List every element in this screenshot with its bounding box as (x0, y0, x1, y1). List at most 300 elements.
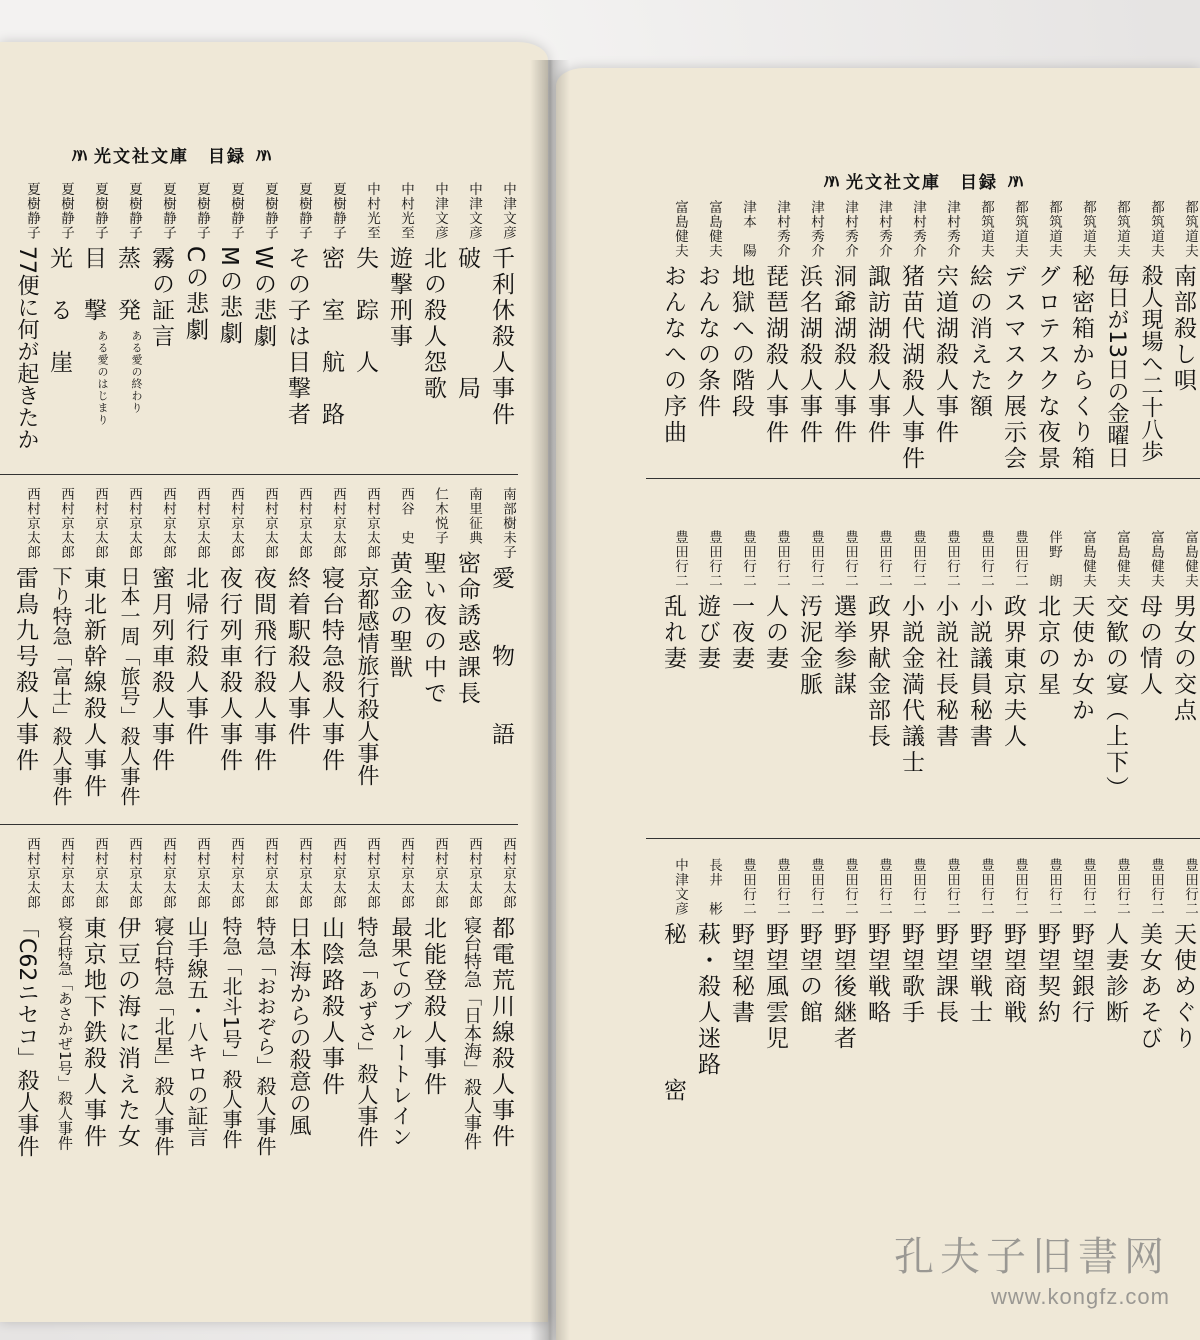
entry-author: 豊田行二 (672, 530, 688, 588)
entry-title: 猪苗代湖殺人事件 (898, 264, 924, 472)
catalog-entry (792, 858, 826, 1183)
catalog-entry (1098, 530, 1132, 850)
entry-title: 萩・殺人迷路 (694, 922, 720, 1078)
entry-title: 小説社長秘書 (932, 594, 958, 750)
entry-title: 特急「北斗1号」殺人事件 (219, 915, 243, 1149)
entry-title: 終着駅殺人事件 (284, 565, 310, 748)
entry-author: 都筑道夫 (1080, 200, 1096, 258)
catalog-entry (962, 858, 996, 1183)
entry-title: 北の殺人怨歌 (420, 246, 446, 402)
catalog-entry (280, 182, 314, 467)
entry-title: その子は目撃者 (284, 246, 310, 428)
entry-title: 東京地下鉄殺人事件 (80, 915, 106, 1150)
entry-author: 富島健夫 (1148, 530, 1164, 588)
catalog-entry (1132, 200, 1166, 480)
catalog-entry (758, 200, 792, 480)
entry-author: 夏樹静子 (58, 182, 74, 240)
entry-title: 密 室 航 路 (318, 246, 344, 428)
entry-author: 夏樹静子 (92, 182, 108, 240)
entry-author: 豊田行二 (1012, 530, 1028, 588)
entry-title: 野望銀行 (1068, 922, 1094, 1026)
catalog-entry (416, 837, 450, 1157)
entry-author: 長井 彬 (706, 858, 722, 916)
entry-author: 中村光至 (398, 182, 414, 240)
entry-author: 都筑道夫 (978, 200, 994, 258)
entry-title: 寝台特急「あさかぜ1号」殺人事件 (56, 915, 74, 1151)
entry-title: 遊び妻 (694, 594, 720, 672)
entry-author: 中津文彦 (672, 858, 688, 916)
entry-author: 富島健夫 (1114, 530, 1130, 588)
catalog-entry (792, 530, 826, 850)
catalog-entry (8, 487, 42, 817)
entry-author: 夏樹静子 (228, 182, 244, 240)
entry-author: 豊田行二 (1012, 858, 1028, 916)
catalog-entry (724, 858, 758, 1183)
ornament-icon: ﾊﾊ (256, 146, 268, 167)
entry-author: 豊田行二 (842, 858, 858, 916)
catalog-entry (484, 487, 518, 817)
divider (0, 824, 518, 825)
entry-title: 野望戦略 (864, 922, 890, 1026)
entry-title: 77便に何が起きたか (14, 246, 39, 450)
catalog-entry (860, 200, 894, 480)
entry-title: 野望契約 (1034, 922, 1060, 1026)
entry-author: 西村京太郎 (92, 837, 108, 910)
entry-title: 失 踪 人 (352, 246, 378, 376)
entry-author: 中津文彦 (432, 182, 448, 240)
catalog-entry (1132, 858, 1166, 1183)
book-gutter (530, 60, 570, 1340)
entry-author: 津本 陽 (740, 200, 756, 258)
entry-title: 選挙参謀 (830, 594, 856, 698)
entry-author: 豊田行二 (876, 858, 892, 916)
entry-title: 絵の消えた額 (966, 264, 992, 420)
entry-author: 夏樹静子 (262, 182, 278, 240)
catalog-entry (1132, 530, 1166, 850)
catalog-entry (1064, 200, 1098, 480)
catalog-entry (996, 200, 1030, 480)
catalog-entry (348, 487, 382, 817)
catalog-entry (246, 182, 280, 467)
entry-title: 野望後継者 (830, 922, 856, 1052)
catalog-entry (42, 182, 76, 467)
entry-title: 雷鳥九号殺人事件 (12, 565, 38, 774)
catalog-entry (484, 182, 518, 467)
entry-title: 遊撃刑事 (386, 246, 412, 350)
catalog-entry (42, 837, 76, 1157)
entry-title: 聖い夜の中で (420, 551, 446, 707)
entry-author: 西村京太郎 (24, 487, 40, 560)
entry-title: 交歓の宴（上下） (1102, 594, 1128, 802)
catalog-entry (690, 530, 724, 850)
entry-author: 富島健夫 (672, 200, 688, 258)
entry-title: 最果てのブルートレイン (389, 915, 413, 1147)
entry-author: 西村京太郎 (296, 487, 312, 560)
catalog-entry (144, 837, 178, 1157)
entry-author: 都筑道夫 (1114, 200, 1130, 258)
right-middle-band (640, 530, 1200, 850)
entry-title: 千利休殺人事件 (488, 246, 514, 428)
catalog-entry (76, 487, 110, 817)
entry-author: 豊田行二 (740, 858, 756, 916)
entry-title: 野望歌手 (898, 922, 924, 1026)
catalog-entry (314, 487, 348, 817)
entry-title: 母の情人 (1136, 594, 1162, 698)
entry-author: 伴野 朗 (1046, 530, 1062, 588)
catalog-entry (1030, 200, 1064, 480)
entry-title: 北能登殺人事件 (420, 915, 446, 1098)
entry-title: 下り特急「富士」殺人事件 (49, 565, 73, 806)
divider (646, 838, 1200, 839)
entry-author: 夏樹静子 (126, 182, 142, 240)
entry-title: おんなへの序曲 (660, 264, 686, 446)
entry-title: 寝台特急殺人事件 (318, 565, 344, 774)
entry-author: 豊田行二 (978, 858, 994, 916)
entry-title: 政界東京夫人 (1000, 594, 1026, 750)
entry-author: 西村京太郎 (500, 837, 516, 910)
entry-title: 蒸 発 (114, 246, 140, 324)
catalog-entry (826, 858, 860, 1183)
entry-title: 夜間飛行殺人事件 (250, 565, 276, 774)
entry-author: 西村京太郎 (92, 487, 108, 560)
entry-title: 男女の交点 (1170, 594, 1196, 724)
entry-author: 豊田行二 (1046, 858, 1062, 916)
catalog-entry (212, 487, 246, 817)
left-page-header (62, 142, 278, 168)
catalog-entry (894, 200, 928, 480)
entry-author: 豊田行二 (876, 530, 892, 588)
catalog-entry (212, 837, 246, 1157)
left-top-band (0, 182, 518, 467)
entry-title: 北京の星 (1034, 594, 1060, 698)
entry-author: 西村京太郎 (330, 487, 346, 560)
catalog-entry (928, 858, 962, 1183)
entry-author: 仁木悦子 (432, 487, 448, 545)
entry-title: 琵琶湖殺人事件 (762, 264, 788, 446)
entry-author: 富島健夫 (1080, 530, 1096, 588)
entry-title: 霧の証言 (148, 246, 174, 350)
entry-title: 野望秘書 (728, 922, 754, 1026)
catalog-entry (690, 200, 724, 480)
entry-title: 寝台特急「日本海」殺人事件 (461, 915, 482, 1150)
watermark (894, 1225, 1170, 1310)
catalog-entry (962, 200, 996, 480)
catalog-entry (1030, 858, 1064, 1183)
entry-title: 宍道湖殺人事件 (932, 264, 958, 446)
catalog-entry (416, 182, 450, 467)
catalog-entry (996, 530, 1030, 850)
entry-author: 西村京太郎 (330, 837, 346, 910)
catalog-entry (110, 837, 144, 1157)
entry-author: 豊田行二 (1148, 858, 1164, 916)
catalog-entry (246, 837, 280, 1157)
entry-author: 西村京太郎 (126, 487, 142, 560)
catalog-entry (996, 858, 1030, 1183)
entry-title: 野望風雲児 (762, 922, 788, 1052)
entry-author: 西村京太郎 (126, 837, 142, 910)
entry-title: 天使か女か (1068, 594, 1094, 724)
catalog-entry (1030, 530, 1064, 850)
catalog-entry (724, 530, 758, 850)
entry-title: 愛 物 語 (488, 565, 514, 748)
entry-author: 西村京太郎 (262, 487, 278, 560)
watermark-url: www.kongfz.com (990, 1284, 1170, 1309)
entry-title: 夜行列車殺人事件 (216, 565, 242, 774)
entry-title: 南部殺し唄 (1170, 264, 1196, 394)
header-title: 光文社文庫 目録 (94, 147, 246, 167)
catalog-entry (1064, 530, 1098, 850)
catalog-entry (76, 182, 110, 467)
entry-title: 京都感情旅行殺人事件 (354, 565, 379, 786)
catalog-entry (484, 837, 518, 1157)
entry-title: 「C62ニセコ」殺人事件 (14, 915, 39, 1157)
left-bottom-band (0, 837, 518, 1157)
catalog-entry (758, 858, 792, 1183)
catalog-entry (656, 858, 690, 1183)
entry-author: 夏樹静子 (330, 182, 346, 240)
entry-author: 西村京太郎 (432, 837, 448, 910)
catalog-entry (1098, 858, 1132, 1183)
entry-title: 毎日が13日の金曜日 (1104, 264, 1129, 468)
entry-author: 豊田行二 (944, 858, 960, 916)
catalog-entry (690, 858, 724, 1183)
catalog-entry (178, 837, 212, 1157)
entry-title: 野望の館 (796, 922, 822, 1026)
entry-author: 西村京太郎 (160, 837, 176, 910)
entry-title: 特急「あずさ」殺人事件 (355, 915, 379, 1147)
catalog-entry (450, 487, 484, 817)
entry-author: 津村秀介 (876, 200, 892, 258)
catalog-entry (416, 487, 450, 817)
catalog-entry (178, 182, 212, 467)
catalog-entry (348, 837, 382, 1157)
entry-author: 中津文彦 (500, 182, 516, 240)
entry-author: 夏樹静子 (24, 182, 40, 240)
catalog-entry (1166, 858, 1200, 1183)
entry-author: 豊田行二 (808, 858, 824, 916)
entry-author: 西村京太郎 (228, 837, 244, 910)
catalog-entry (382, 182, 416, 467)
entry-title: 地獄への階段 (728, 264, 754, 420)
entry-author: 西村京太郎 (364, 487, 380, 560)
entry-author: 西谷 史 (398, 487, 414, 545)
entry-title: 殺人現場へ二十八歩 (1138, 264, 1163, 462)
entry-title: Wの悲劇 (250, 246, 276, 350)
entry-title: 美女あそび (1136, 922, 1162, 1052)
entry-title: 黄金の聖獣 (386, 551, 412, 681)
entry-author: 夏樹静子 (296, 182, 312, 240)
catalog-entry (110, 487, 144, 817)
entry-author: 津村秀介 (944, 200, 960, 258)
entry-author: 豊田行二 (774, 530, 790, 588)
entry-title: 野望戦士 (966, 922, 992, 1026)
entry-author: 中津文彦 (466, 182, 482, 240)
entry-author: 西村京太郎 (58, 487, 74, 560)
entry-title: 政界献金部長 (864, 594, 890, 750)
divider (0, 474, 518, 475)
entry-title: 密命誘惑課長 (454, 551, 480, 707)
entry-title: 日本一周「旅号」殺人事件 (117, 565, 141, 806)
catalog-entry (860, 530, 894, 850)
divider (646, 478, 1200, 479)
entry-author: 西村京太郎 (58, 837, 74, 910)
entry-title: 伊豆の海に消えた女 (114, 915, 140, 1150)
entry-author: 豊田行二 (910, 858, 926, 916)
entry-author: 富島健夫 (1182, 530, 1198, 588)
ornament-icon: ﾊﾊ (824, 172, 836, 193)
catalog-entry (1166, 530, 1200, 850)
catalog-entry (894, 858, 928, 1183)
entry-title: 破 局 (454, 246, 480, 402)
entry-author: 都筑道夫 (1012, 200, 1028, 258)
right-top-band (640, 200, 1200, 480)
entry-author: 中村光至 (364, 182, 380, 240)
catalog-entry (928, 200, 962, 480)
entry-title: グロテスクな夜景 (1034, 264, 1060, 472)
catalog-entry (314, 182, 348, 467)
entry-title: 浜名湖殺人事件 (796, 264, 822, 446)
entry-title: 天使めぐり (1170, 922, 1196, 1052)
catalog-entry (314, 837, 348, 1157)
entry-author: 都筑道夫 (1046, 200, 1062, 258)
entry-author: 夏樹静子 (194, 182, 210, 240)
catalog-entry (656, 530, 690, 850)
entry-title: Mの悲劇 (216, 246, 242, 347)
entry-title: 蜜月列車殺人事件 (148, 565, 174, 774)
catalog-entry (826, 200, 860, 480)
catalog-entry (144, 487, 178, 817)
entry-title: 北帰行殺人事件 (182, 565, 208, 748)
catalog-entry (144, 182, 178, 467)
catalog-entry (8, 837, 42, 1157)
catalog-entry (1064, 858, 1098, 1183)
entry-title: 光 る 崖 (46, 246, 72, 376)
entry-author: 豊田行二 (910, 530, 926, 588)
catalog-entry (860, 858, 894, 1183)
entry-author: 豊田行二 (808, 530, 824, 588)
entry-title: 東北新幹線殺人事件 (80, 565, 106, 800)
catalog-entry (382, 487, 416, 817)
catalog-entry (792, 200, 826, 480)
left-page (0, 42, 548, 1322)
entry-title: 寝台特急「北星」殺人事件 (151, 915, 175, 1156)
entry-title: 小説議員秘書 (966, 594, 992, 750)
right-page-header (814, 168, 1030, 194)
entry-author: 西村京太郎 (398, 837, 414, 910)
entry-author: 西村京太郎 (194, 837, 210, 910)
catalog-entry (42, 487, 76, 817)
right-bottom-band (640, 858, 1200, 1183)
entry-title: 小説金満代議士 (898, 594, 924, 776)
entry-subtitle: ある愛の終わり (130, 330, 143, 414)
entry-title: 諏訪湖殺人事件 (864, 264, 890, 446)
catalog-entry (348, 182, 382, 467)
entry-subtitle: ある愛のはじまり (96, 330, 109, 426)
entry-author: 西村京太郎 (466, 837, 482, 910)
entry-author: 豊田行二 (1114, 858, 1130, 916)
entry-title: 一夜妻 (728, 594, 754, 672)
entry-author: 富島健夫 (706, 200, 722, 258)
entry-title: 野望商戦 (1000, 922, 1026, 1026)
catalog-entry (894, 530, 928, 850)
entry-title: Cの悲劇 (182, 246, 208, 344)
entry-author: 西村京太郎 (194, 487, 210, 560)
entry-title: 人妻診断 (1102, 922, 1128, 1026)
entry-title: 秘密箱からくり箱 (1068, 264, 1094, 472)
catalog-entry (382, 837, 416, 1157)
entry-author: 豊田行二 (774, 858, 790, 916)
entry-author: 豊田行二 (978, 530, 994, 588)
left-middle-band (0, 487, 518, 817)
catalog-entry (826, 530, 860, 850)
entry-author: 西村京太郎 (296, 837, 312, 910)
entry-author: 西村京太郎 (228, 487, 244, 560)
catalog-entry (1098, 200, 1132, 480)
catalog-entry (450, 837, 484, 1157)
catalog-entry (758, 530, 792, 850)
entry-author: 豊田行二 (1080, 858, 1096, 916)
entry-title: 特急「おおぞら」殺人事件 (253, 915, 277, 1156)
watermark-logo-text: 孔夫子旧書网 (894, 1234, 1170, 1280)
entry-author: 都筑道夫 (1148, 200, 1164, 258)
right-page (556, 68, 1200, 1340)
entry-title: おんなの条件 (694, 264, 720, 420)
catalog-entry (280, 487, 314, 817)
entry-author: 南部樹未子 (500, 487, 516, 560)
entry-title: 都電荒川線殺人事件 (488, 915, 514, 1150)
catalog-entry (76, 837, 110, 1157)
entry-author: 夏樹静子 (160, 182, 176, 240)
entry-author: 津村秀介 (910, 200, 926, 258)
catalog-entry (928, 530, 962, 850)
catalog-entry (1166, 200, 1200, 480)
entry-title: 野望課長 (932, 922, 958, 1026)
entry-title: 日本海からの殺意の風 (286, 915, 311, 1136)
entry-title: 秘 密 (660, 922, 686, 1104)
entry-author: 豊田行二 (842, 530, 858, 588)
entry-author: 豊田行二 (944, 530, 960, 588)
catalog-entry (246, 487, 280, 817)
entry-author: 都筑道夫 (1182, 200, 1198, 258)
entry-author: 南里征典 (466, 487, 482, 545)
catalog-entry (724, 200, 758, 480)
ornament-icon: ﾊﾊ (72, 146, 84, 167)
entry-author: 西村京太郎 (262, 837, 278, 910)
entry-author: 豊田行二 (1182, 858, 1198, 916)
catalog-entry (450, 182, 484, 467)
entry-author: 津村秀介 (774, 200, 790, 258)
entry-title: 乱れ妻 (660, 594, 686, 672)
entry-title: 山陰路殺人事件 (318, 915, 344, 1098)
entry-author: 西村京太郎 (160, 487, 176, 560)
catalog-entry (656, 200, 690, 480)
entry-author: 西村京太郎 (364, 837, 380, 910)
catalog-entry (280, 837, 314, 1157)
ornament-icon: ﾊﾊ (1008, 172, 1020, 193)
entry-title: 人の妻 (762, 594, 788, 672)
entry-author: 津村秀介 (808, 200, 824, 258)
catalog-entry (178, 487, 212, 817)
entry-title: 目 撃 (80, 246, 106, 324)
header-title: 光文社文庫 目録 (846, 173, 998, 193)
entry-author: 豊田行二 (740, 530, 756, 588)
entry-title: デスマスク展示会 (1000, 264, 1026, 472)
catalog-entry (8, 182, 42, 467)
entry-author: 西村京太郎 (24, 837, 40, 910)
catalog-entry (962, 530, 996, 850)
entry-author: 豊田行二 (706, 530, 722, 588)
entry-title: 汚泥金脈 (796, 594, 822, 698)
